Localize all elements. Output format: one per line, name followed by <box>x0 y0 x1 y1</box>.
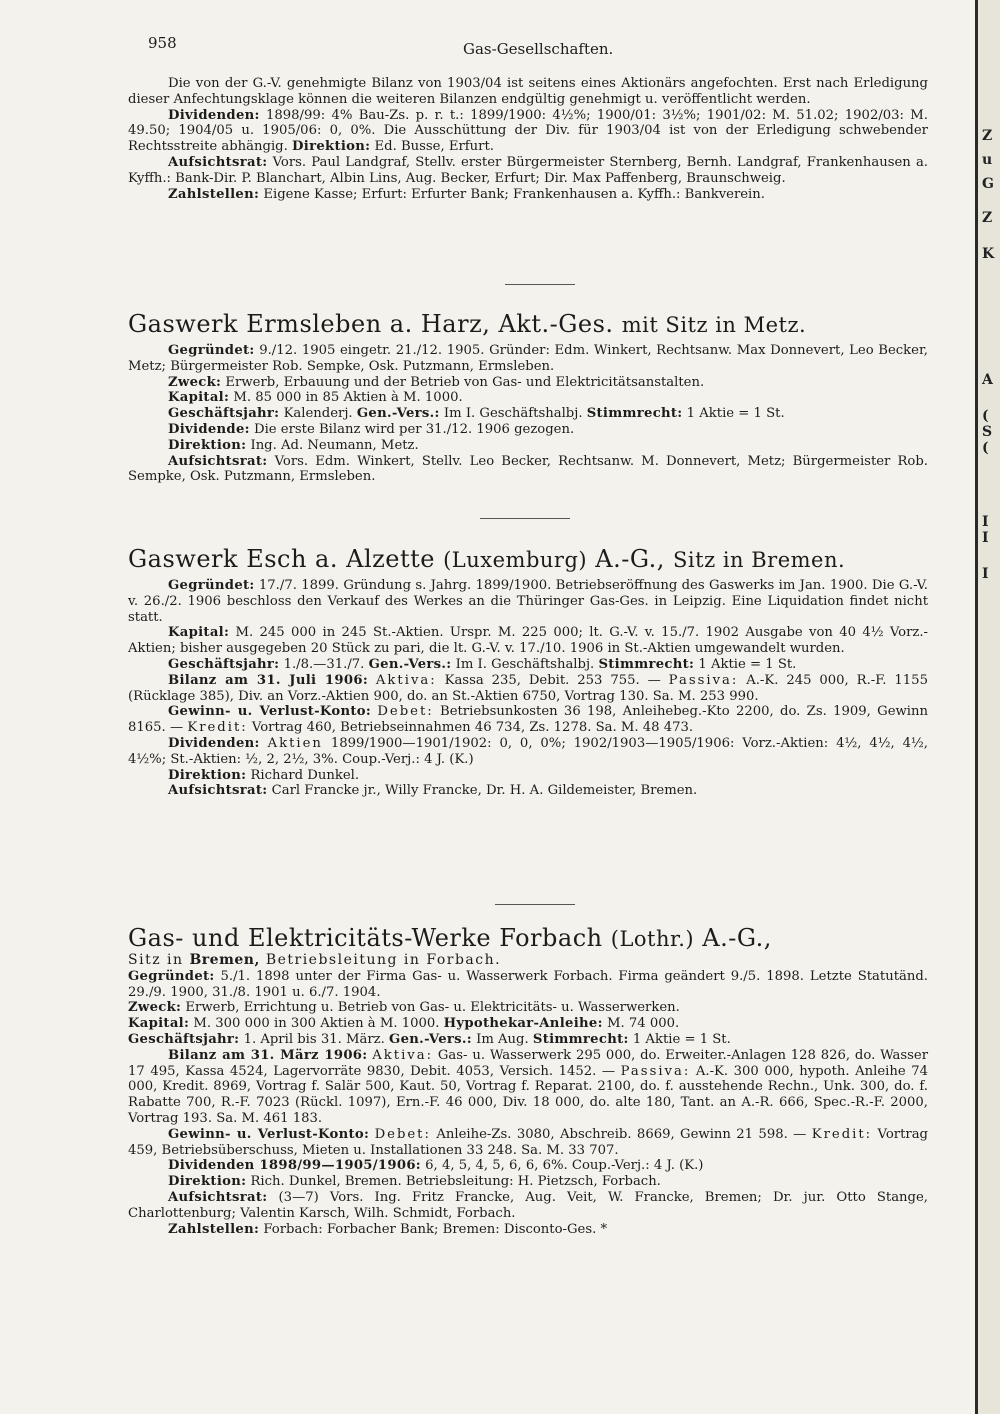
bilanz-label: Bilanz am 31. März 1906: <box>168 1047 368 1063</box>
margin-letter: I <box>982 566 989 582</box>
subtitle-sitz: Sitz in <box>128 952 184 968</box>
dividenden-text: 1899/1900—1901/1902: 0, 0, 0%; 1902/1903—1905/1906: Vorz.-Aktien: 4½, 4½, 4½, 4½%; St.-Aktien: ½, 2, 2½, 3%. Coup.-Verj.: 4 J. (K.) <box>128 735 928 767</box>
stimmrecht-text: 1 Aktie = 1 St. <box>632 1031 731 1047</box>
geschaeftsjahr-text: 1. April bis 31. März. <box>243 1031 385 1047</box>
passiva-text: A.-K. 300 000, hypoth. Anleihe 74 000, Kredit. 8969, Vortrag f. Salär 500, Kaut. 50, Vortrag f. Reparat. 2100, do. f. ausstehende Rechn., Unk. 300, do. f. Rabatte 700, R.-F. 7023 (Rückl. 1097), Ern.-F. 46 000, Div. 18 000, do. alte 180, Tant. an A.-R. 666, Spec.-R.-F. 2000, Vortrag 193. Sa. M. 461 183. <box>128 1063 929 1126</box>
direktion-text: Ing. Ad. Neumann, Metz. <box>250 437 419 453</box>
company-form: A.-G., <box>702 924 772 952</box>
stimmrecht-text: 1 Aktie = 1 St. <box>686 406 785 422</box>
debet-label: Debet: <box>377 704 434 720</box>
kapital-paragraph <box>128 1016 928 1032</box>
company-form: A.-G., <box>595 545 665 573</box>
section-divider <box>495 904 575 905</box>
aufsichtsrat-paragraph <box>128 454 928 486</box>
direktion-paragraph <box>128 438 928 454</box>
bilanz-paragraph <box>128 673 928 705</box>
zahlstellen-text: Eigene Kasse; Erfurt: Erfurter Bank; Frankenhausen a. Kyffh.: Bankverein. <box>263 186 765 202</box>
guv-paragraph <box>128 704 928 736</box>
margin-letter: S <box>982 424 993 440</box>
direktion-paragraph <box>128 768 928 784</box>
gegruendet-label: Gegründet: <box>128 968 215 984</box>
margin-letter: I <box>982 530 989 546</box>
genvers-text: Im I. Geschäftshalbj. <box>443 406 583 422</box>
hypothekar-label: Hypothekar-Anleihe: <box>443 1016 603 1032</box>
section-divider <box>505 284 575 285</box>
margin-letter: I <box>982 514 989 530</box>
direktion-text: Richard Dunkel. <box>250 767 360 783</box>
genvers-text: Im I. Geschäftshalbj. <box>455 656 595 672</box>
dividenden-label: Dividenden: <box>168 735 260 751</box>
dividenden-label: Dividenden 1898/99—1905/1906: <box>168 1158 421 1174</box>
zweck-text: Erwerb, Erbauung und der Betrieb von Gas- und Elektricitätsanstalten. <box>225 374 705 390</box>
kredit-text: Vortrag 460, Betriebseinnahmen 46 734, Zs. 1278. Sa. M. 48 473. <box>251 720 694 736</box>
debet-text: Anleihe-Zs. 3080, Abschreib. 8669, Gewinn 21 598. — <box>436 1126 807 1142</box>
section-forbach <box>128 924 928 1237</box>
stimmrecht-text: 1 Aktie = 1 St. <box>698 656 797 672</box>
gegruendet-label: Gegründet: <box>168 343 255 358</box>
kapital-label: Kapital: <box>168 625 230 641</box>
subtitle-city: Bremen, <box>189 952 260 968</box>
company-region: (Lothr.) <box>610 927 695 951</box>
stimmrecht-label: Stimmrecht: <box>532 1031 629 1047</box>
dividenden-paragraph <box>128 1158 928 1174</box>
gegruendet-text: 5./1. 1898 unter der Firma Gas- u. Wasserwerk Forbach. Firma geändert 9./5. 1898. Letzte Statutänd. 29./9. 1900, 31./8. 1901 u. 6./7. 1904. <box>128 968 928 1000</box>
dividenden-label: Dividenden: <box>168 107 260 123</box>
dividende-paragraph <box>128 422 928 438</box>
passiva-label: Passiva: <box>668 672 739 688</box>
geschaeftsjahr-text: Kalenderj. <box>283 406 353 422</box>
kapital-paragraph <box>128 390 928 406</box>
company-name: Gaswerk Ermsleben a. Harz, Akt.-Ges. <box>128 310 614 338</box>
page-number: 958 <box>148 34 177 52</box>
dividenden-text: 6, 4, 5, 4, 5, 6, 6, 6%. Coup.-Verj.: 4 J. (K.) <box>425 1158 704 1174</box>
gegruendet-paragraph <box>128 578 928 625</box>
company-name: Gas- und Elektricitäts-Werke Forbach <box>128 924 603 952</box>
company-title <box>128 545 928 574</box>
margin-letter: ( <box>982 440 989 456</box>
guv-label: Gewinn- u. Verlust-Konto: <box>168 704 372 720</box>
dividenden-paragraph <box>128 108 928 155</box>
kapital-text: M. 300 000 in 300 Aktien à M. 1000. <box>193 1016 440 1032</box>
stimmrecht-label: Stimmrecht: <box>586 406 683 422</box>
margin-letter: G <box>982 176 994 192</box>
stimmrecht-label: Stimmrecht: <box>598 656 695 672</box>
aufsichtsrat-label: Aufsichtsrat: <box>168 154 268 170</box>
margin-letter: A <box>982 372 993 388</box>
geschaeftsjahr-paragraph <box>128 1032 928 1048</box>
company-title <box>128 924 928 953</box>
company-country: (Luxemburg) <box>443 548 588 572</box>
passiva-label: Passiva: <box>620 1063 691 1079</box>
geschaeftsjahr-text: 1./8.—31./7. <box>283 656 365 672</box>
margin-letter: Z <box>982 210 993 226</box>
running-title: Gas-Gesellschaften. <box>463 40 614 58</box>
aufsichtsrat-label: Aufsichtsrat: <box>168 1189 268 1205</box>
zweck-paragraph <box>128 1000 928 1016</box>
zahlstellen-label: Zahlstellen: <box>168 186 260 202</box>
section-divider <box>480 518 570 519</box>
aufsichtsrat-text: Carl Francke jr., Willy Francke, Dr. H. A. Gildemeister, Bremen. <box>271 783 698 799</box>
kapital-text: M. 245 000 in 245 St.-Aktien. Urspr. M. 225 000; lt. G.-V. v. 15./7. 1902 Ausgabe von 40 4½ Vorz.-Aktien; bisher ausgegeben 20 Stück zu pari, die lt. G.-V. v. 17./10. 1906 in St.-Aktien umgewandelt wurden. <box>128 625 928 657</box>
aktiva-text: Kassa 235, Debit. 253 755. — <box>444 672 661 688</box>
company-name: Gaswerk Esch a. Alzette <box>128 545 435 573</box>
bilanz-label: Bilanz am 31. Juli 1906: <box>168 672 369 688</box>
aufsichtsrat-label: Aufsichtsrat: <box>168 783 268 799</box>
debet-text: Betriebsunkosten 36 198, Anleihebeg.-Kto 2200, do. Zs. 1909, Gewinn 8165. — <box>128 704 928 736</box>
gegruendet-label: Gegründet: <box>168 578 255 593</box>
kredit-label: Kredit: <box>811 1126 873 1142</box>
direktion-label: Direktion: <box>168 767 247 783</box>
company-title <box>128 310 928 339</box>
dividenden-text: 1898/99: 4% Bau-Zs. p. r. t.: 1899/1900: 4½%; 1900/01: 3½%; 1901/02: M. 51.02; 1902/03: M. 49.50; 1904/05 u. 1905/06: 0, 0%. Die Ausschüttung der Div. für 1903/04 ist von der Erledigung schwebender Rechtsstreite abhängig. <box>128 107 928 155</box>
genvers-text: Im Aug. <box>476 1031 529 1047</box>
kapital-label: Kapital: <box>168 390 230 406</box>
direktion-label: Direktion: <box>168 437 247 453</box>
kapital-label: Kapital: <box>128 1016 190 1032</box>
geschaeftsjahr-label: Geschäftsjahr: <box>168 406 280 422</box>
direktion-text: Ed. Busse, Erfurt. <box>374 139 494 155</box>
zahlstellen-paragraph <box>128 187 928 203</box>
company-subtitle <box>128 953 928 969</box>
zahlstellen-paragraph <box>128 1222 928 1238</box>
zweck-paragraph <box>128 375 928 391</box>
kredit-label: Kredit: <box>187 720 248 736</box>
section-continuation <box>128 76 928 202</box>
aufsichtsrat-paragraph <box>128 783 928 799</box>
margin-letter: K <box>982 246 995 262</box>
gegruendet-text: 9./12. 1905 eingetr. 21./12. 1905. Gründer: Edm. Winkert, Rechtsanw. Max Donnevert, Leo Becker, Metz; Bürgermeister Rob. Sempke, Osk. Putzmann, Ermsleben. <box>128 343 928 374</box>
aufsichtsrat-text: Vors. Edm. Winkert, Stellv. Leo Becker, Rechtsanw. M. Donnevert, Metz; Bürgermeister Rob. Sempke, Osk. Putzmann, Ermsleben. <box>128 453 928 485</box>
hypothekar-text: M. 74 000. <box>606 1016 680 1032</box>
aufsichtsrat-text: Vors. Paul Landgraf, Stellv. erster Bürgermeister Sternberg, Bernh. Landgraf, Frankenhausen a. Kyffh.: Bank-Dir. P. Blanchart, Albin Lins, Aug. Becker, Erfurt; Dir. Max Paffenberg, Braunschweig. <box>128 154 928 186</box>
intro-paragraph: Die von der G.-V. genehmigte Bilanz von 1903/04 ist seitens eines Aktionärs angefochten. Erst nach Erledigung dieser Anfechtungsklage können die weiteren Bilanzen endgültig genehmigt u. veröffentlicht werden. <box>128 76 928 107</box>
aufsichtsrat-label: Aufsichtsrat: <box>168 453 268 469</box>
passiva-text: A.-K. 245 000, R.-F. 1155 (Rücklage 385), Div. an Vorz.-Aktien 900, do. an St.-Aktien 6750, Vortrag 130. Sa. M. 253 990. <box>128 672 928 704</box>
adjacent-page-edge <box>975 0 1000 1414</box>
gegruendet-paragraph <box>128 343 928 375</box>
gegruendet-text: 17./7. 1899. Gründung s. Jahrg. 1899/1900. Betriebseröffnung des Gaswerks im Jan. 1900. Die G.-V. v. 26./2. 1906 beschloss den Verkauf des Werkes an die Thüringer Gas-Ges. in Leipzig. Eine Liquidation findet nicht statt. <box>128 578 928 625</box>
geschaeftsjahr-label: Geschäftsjahr: <box>128 1031 240 1047</box>
kapital-paragraph <box>128 625 928 657</box>
kredit-text: Vortrag 459, Betriebsüberschuss, Mieten u. Installationen 33 248. Sa. M. 33 707. <box>128 1126 928 1158</box>
genvers-label: Gen.-Vers.: <box>368 656 452 672</box>
geschaeftsjahr-label: Geschäftsjahr: <box>168 656 280 672</box>
guv-label: Gewinn- u. Verlust-Konto: <box>168 1126 370 1142</box>
aktien-label: Aktien <box>267 735 323 751</box>
direktion-text: Rich. Dunkel, Bremen. Betriebsleitung: H. Pietzsch, Forbach. <box>250 1174 661 1190</box>
zweck-label: Zweck: <box>128 1000 182 1016</box>
aktiva-label: Aktiva: <box>372 1047 434 1063</box>
geschaeftsjahr-paragraph <box>128 406 928 422</box>
dividende-label: Dividende: <box>168 421 250 437</box>
guv-paragraph <box>128 1127 928 1159</box>
company-seat: Sitz in Bremen. <box>673 548 846 572</box>
direktion-paragraph <box>128 1174 928 1190</box>
dividende-text: Die erste Bilanz wird per 31./12. 1906 gezogen. <box>254 421 575 437</box>
bilanz-paragraph <box>128 1048 928 1127</box>
zweck-text: Erwerb, Errichtung u. Betrieb von Gas- u. Elektricitäts- u. Wasserwerken. <box>185 1000 680 1016</box>
margin-letter: u <box>982 152 993 168</box>
section-ermsleben <box>128 310 928 485</box>
aufsichtsrat-paragraph <box>128 155 928 187</box>
margin-letter: Z <box>982 128 993 144</box>
dividenden-paragraph <box>128 736 928 768</box>
aktiva-text: Gas- u. Wasserwerk 295 000, do. Erweiter.-Anlagen 128 826, do. Wasser 17 495, Kassa 4524, Lagervorräte 9830, Debit. 4053, Versich. 1452. — <box>128 1047 928 1079</box>
kapital-text: M. 85 000 in 85 Aktien à M. 1000. <box>233 390 463 406</box>
genvers-label: Gen.-Vers.: <box>356 406 440 422</box>
margin-letter: ( <box>982 408 989 424</box>
genvers-label: Gen.-Vers.: <box>389 1031 472 1047</box>
company-seat: mit Sitz in Metz. <box>621 313 807 337</box>
gegruendet-paragraph <box>128 969 928 1001</box>
section-esch <box>128 545 928 799</box>
page-header <box>148 34 928 56</box>
aktiva-label: Aktiva: <box>375 672 437 688</box>
direktion-label: Direktion: <box>168 1174 247 1190</box>
aufsichtsrat-paragraph <box>128 1190 928 1222</box>
zweck-label: Zweck: <box>168 374 222 390</box>
debet-label: Debet: <box>374 1126 431 1142</box>
geschaeftsjahr-paragraph <box>128 657 928 673</box>
subtitle-rest: Betriebsleitung in Forbach. <box>265 952 502 968</box>
direktion-label: Direktion: <box>292 139 371 155</box>
aufsichtsrat-text: (3—7) Vors. Ing. Fritz Francke, Aug. Veit, W. Francke, Bremen; Dr. jur. Otto Stange, Charlottenburg; Valentin Karsch, Wilh. Schmidt, Forbach. <box>128 1189 928 1221</box>
zahlstellen-label: Zahlstellen: <box>168 1221 260 1237</box>
zahlstellen-text: Forbach: Forbacher Bank; Bremen: Disconto-Ges. * <box>263 1221 608 1237</box>
